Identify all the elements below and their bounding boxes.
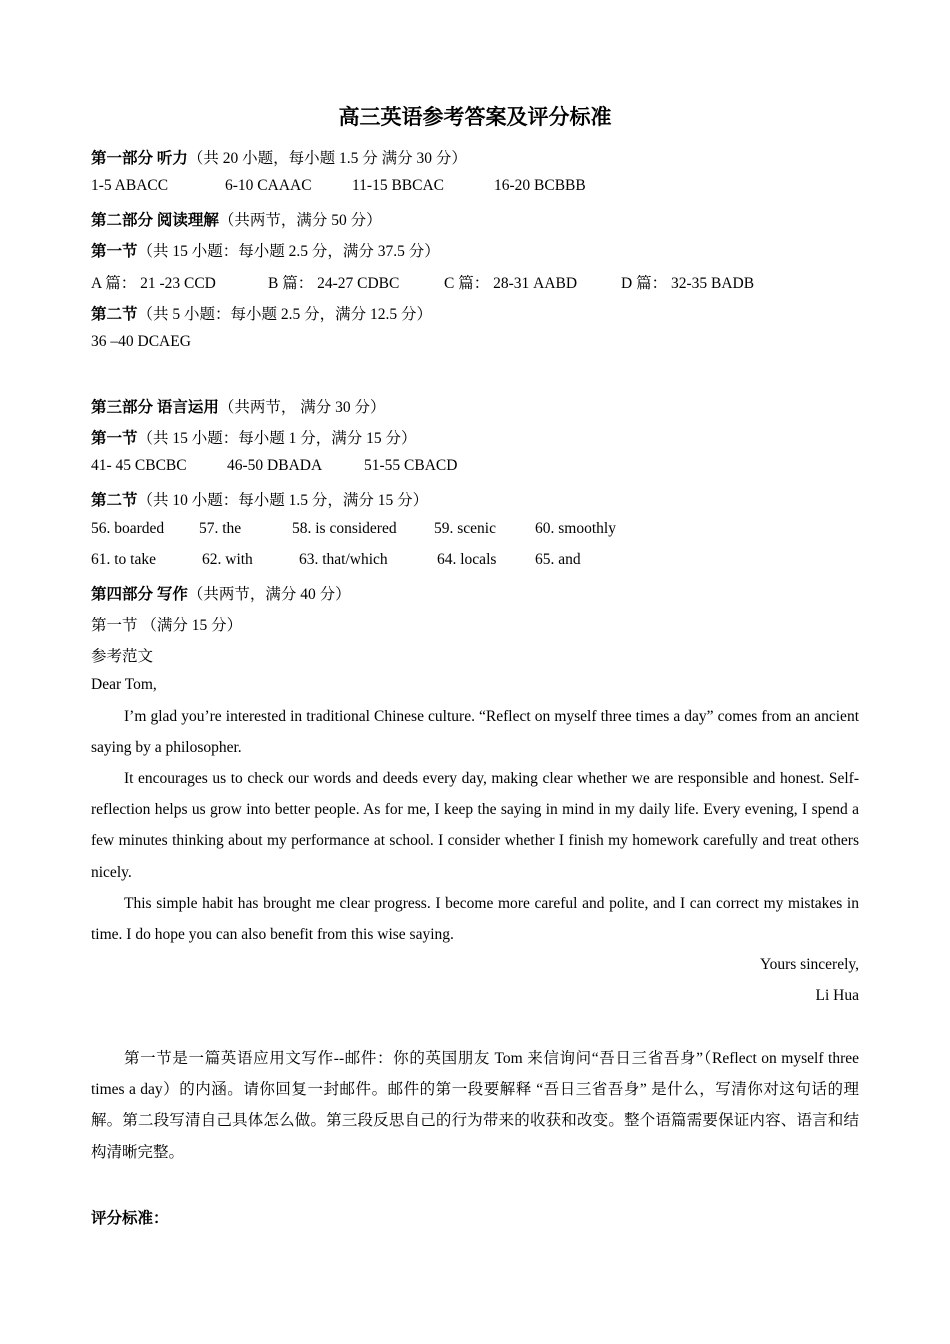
letter-paragraph: It encourages us to check our words and deeds every day, making clear whether we are responsible and honest. Self-reflection helps us grow into better people. As for me, I keep the saying in mind in my daily life. Every evening, I spend a few minutes thinking about my performance at school. I consider whether I finish my homework carefully and treat others nicely. <box>91 770 859 881</box>
answer-group: 51-55 CBACD <box>364 457 458 474</box>
part2-section2-heading: 第二节（共 5 小题：每小题 2.5 分，满分 12.5 分） <box>91 306 433 323</box>
reading-passage-b: B 篇： 24-27 CDBC <box>268 275 400 292</box>
part3-section2-heading: 第二节（共 10 小题：每小题 1.5 分，满分 15 分） <box>91 492 429 509</box>
answer-group: 6-10 CAAAC <box>225 177 312 194</box>
part2-section1-heading: 第一节（共 15 小题：每小题 2.5 分，满分 37.5 分） <box>91 243 440 260</box>
grammar-answer: 64. locals <box>437 551 497 568</box>
letter-paragraph: This simple habit has brought me clear progress. I become more careful and polite, and I can correct my mistakes in time. I do hope you can also benefit from this wise saying. <box>91 895 859 944</box>
sample-essay-label: 参考范文 <box>91 648 154 665</box>
grammar-answer: 65. and <box>535 551 581 568</box>
part3-section1-heading: 第一节（共 15 小题：每小题 1 分，满分 15 分） <box>91 430 417 447</box>
part1-heading: 第一部分 听力（共 20 小题，每小题 1.5 分 满分 30 分） <box>91 150 467 167</box>
grammar-answer: 56. boarded <box>91 520 165 537</box>
grammar-answer: 63. that/which <box>299 551 388 568</box>
part2-heading: 第二部分 阅读理解（共两节，满分 50 分） <box>91 212 382 229</box>
answer-group: 1-5 ABACC <box>91 177 169 194</box>
page-title: 高三英语参考答案及评分标准 <box>338 105 612 129</box>
scoring-criteria-heading: 评分标准： <box>91 1210 169 1227</box>
part4-heading: 第四部分 写作（共两节，满分 40 分） <box>91 586 351 603</box>
reading-passage-d: D 篇： 32-35 BADB <box>621 275 755 292</box>
letter-closing: Yours sincerely, <box>759 956 859 973</box>
grammar-answer: 60. smoothly <box>535 520 616 537</box>
letter-salutation: Dear Tom, <box>91 676 157 693</box>
grammar-answer: 61. to take <box>91 551 156 568</box>
reading-passage-a: A 篇： 21 -23 CCD <box>91 275 216 292</box>
letter-paragraph: I’m glad you’re interested in traditional Chinese culture. “Reflect on myself three times a day” comes from an ancient saying by a philosopher. <box>91 708 859 757</box>
part3-heading: 第三部分 语言运用（共两节， 满分 30 分） <box>91 399 386 416</box>
grammar-answer: 62. with <box>202 551 253 568</box>
part2-section2-answers: 36 –40 DCAEG <box>91 333 191 350</box>
grammar-answer: 59. scenic <box>434 520 496 537</box>
part4-section1-heading: 第一节 （满分 15 分） <box>91 617 243 634</box>
answer-group: 16-20 BCBBB <box>494 177 586 194</box>
grammar-answer: 58. is considered <box>292 520 397 537</box>
task-description: 第一节是一篇英语应用文写作--邮件：你的英国朋友 Tom 来信询问“吾日三省吾身”（Reflect on myself three times a day）的内涵。请你回复一封邮件。邮件的第一段要解释 “吾日三省吾身” 是什么，写清你对这句话的理解。第二段写清自己具体怎么做。第三段反思自己的行为带来的收获和改变。整个语篇需要保证内容、语言和结构清晰完整。 <box>91 1050 859 1161</box>
reading-passage-c: C 篇： 28-31 AABD <box>444 275 578 292</box>
answer-group: 46-50 DBADA <box>227 457 323 474</box>
answer-group: 11-15 BBCAC <box>352 177 445 194</box>
letter-signature: Li Hua <box>815 987 859 1004</box>
answer-group: 41- 45 CBCBC <box>91 457 187 474</box>
grammar-answer: 57. the <box>199 520 242 537</box>
